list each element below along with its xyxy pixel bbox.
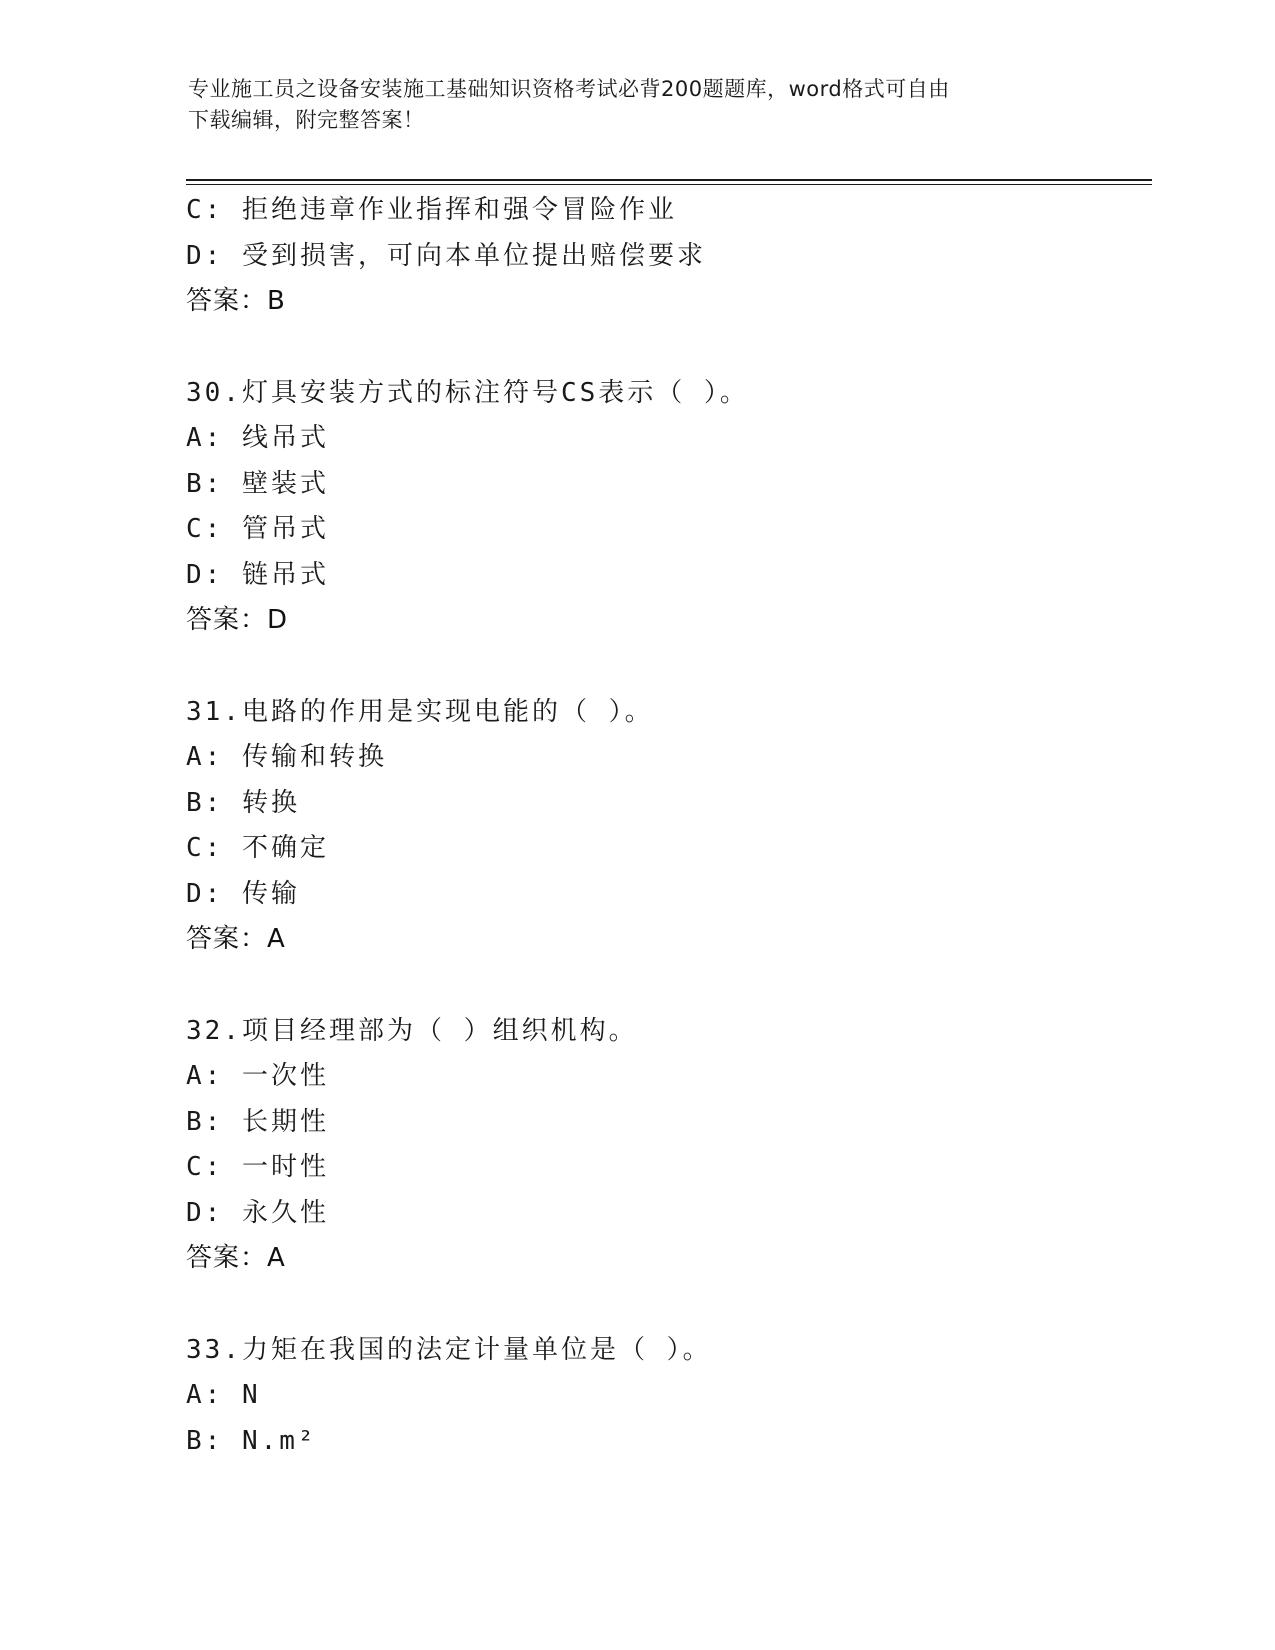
question-block-31 [186,690,1146,963]
answer-value: B [267,286,286,316]
question-block-32 [186,1009,1146,1282]
option-a: A: 一次性 [186,1061,329,1091]
answer-line: 答案：A [186,1243,286,1273]
option-a: A: N [186,1380,261,1410]
header-line-1: 专业施工员之设备安装施工基础知识资格考试必背200题题库，word格式可自由 [188,77,950,101]
question-title [186,690,1146,736]
option-a: A: 线吊式 [186,423,329,453]
option-d: D: 链吊式 [186,559,329,590]
option-b: B: 长期性 [186,1106,329,1137]
answer-value: A [267,1243,286,1273]
question-title [186,1009,1146,1055]
question-text: 电路的作用是实现电能的（ ）。 [241,696,654,727]
option-b: B: 壁装式 [186,468,329,499]
question-number: 32. [186,1015,242,1046]
option-a: A: 传输和转换 [186,742,387,772]
option-c: C: 一时性 [186,1152,329,1182]
answer-line: 答案：D [186,605,289,635]
option-d: D: 传输 [186,878,300,909]
answer-line: 答案：A [186,924,286,954]
option-b: B: N.m² [186,1425,317,1456]
question-title [186,1328,1146,1374]
question-block-partial [186,188,1146,325]
question-number: 33. [186,1334,242,1365]
option-d: D: 受到损害，可向本单位提出赔偿要求 [186,240,706,271]
question-block-33 [186,1328,1146,1465]
question-text: 项目经理部为（ ）组织机构。 [241,1015,638,1046]
option-c: C: 管吊式 [186,514,329,544]
question-number: 31. [186,696,242,727]
option-b: B: 转换 [186,787,300,818]
answer-value: D [267,605,289,635]
answer-value: A [267,924,286,954]
option-d: D: 永久性 [186,1197,329,1228]
header-line-2: 下载编辑，附完整答案！ [188,108,425,132]
question-list [186,188,1146,1464]
option-c: C: 不确定 [186,833,329,863]
question-block-30 [186,371,1146,644]
option-c: C: 拒绝违章作业指挥和强令冒险作业 [186,195,677,225]
question-text: 力矩在我国的法定计量单位是（ ）。 [241,1334,712,1365]
question-number: 30. [186,377,242,408]
answer-line: 答案：B [186,286,286,316]
question-title [186,371,1146,417]
header-divider [186,179,1152,185]
question-text: 灯具安装方式的标注符号CS表示（ ）。 [241,377,749,408]
document-header [188,74,1068,136]
